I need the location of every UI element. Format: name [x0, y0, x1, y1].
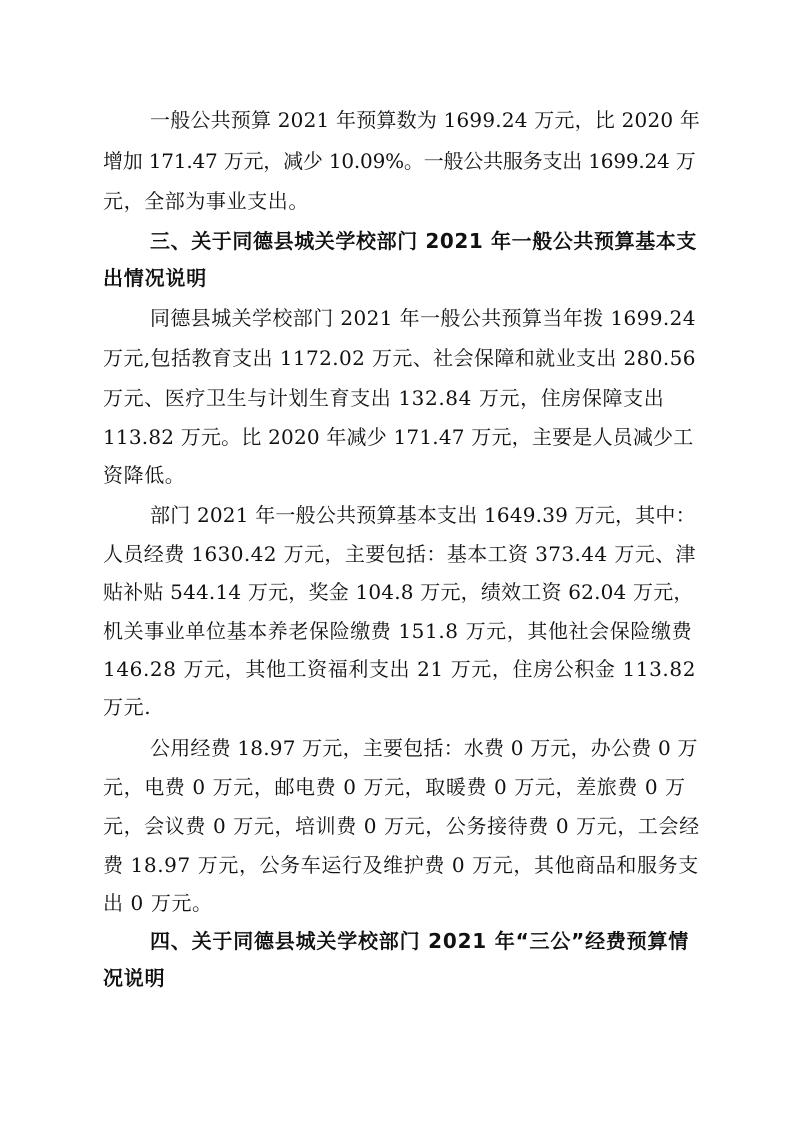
paragraph-line: 公用经费 18.97 万元，主要包括：水费 0 万元，办公费 0 万	[150, 736, 698, 760]
paragraph-line: 机关事业单位基本养老保险缴费 151.8 万元，其他社会保险缴费	[103, 619, 693, 643]
paragraph-line: 万元.	[103, 695, 152, 719]
section-heading-three-cont: 出情况说明	[103, 266, 207, 290]
paragraph-line: 元，电费 0 万元，邮电费 0 万元，取暖费 0 万元，差旅费 0 万	[103, 775, 686, 799]
paragraph-line: 费 18.97 万元，公务车运行及维护费 0 万元，其他商品和服务支	[103, 853, 699, 877]
paragraph-line: 万元,包括教育支出 1172.02 万元、社会保障和就业支出 280.56	[103, 346, 696, 370]
section-heading-three: 三、关于同德县城关学校部门 2021 年一般公共预算基本支	[150, 229, 697, 253]
paragraph-line: 113.82 万元。比 2020 年减少 171.47 万元，主要是人员减少工	[103, 425, 694, 449]
paragraph-line: 资降低。	[103, 463, 186, 487]
paragraph-line: 增加 171.47 万元，减少 10.09%。一般公共服务支出 1699.24 万	[103, 149, 696, 173]
paragraph-line: 同德县城关学校部门 2021 年一般公共预算当年拨 1699.24	[150, 306, 696, 330]
section-heading-four: 四、关于同德县城关学校部门 2021 年“三公”经费预算情	[150, 929, 690, 953]
paragraph-line: 出 0 万元。	[103, 891, 213, 915]
paragraph-line: 146.28 万元，其他工资福利支出 21 万元，住房公积金 113.82	[103, 657, 697, 681]
paragraph-line: 部门 2021 年一般公共预算基本支出 1649.39 万元，其中：	[150, 503, 696, 527]
paragraph-line: 贴补贴 544.14 万元，奖金 104.8 万元，绩效工资 62.04 万元，	[103, 580, 694, 604]
section-heading-four-cont: 况说明	[103, 966, 166, 990]
paragraph-line: 元，会议费 0 万元，培训费 0 万元，公务接待费 0 万元，工会经	[103, 814, 700, 838]
paragraph-line: 一般公共预算 2021 年预算数为 1699.24 万元，比 2020 年	[150, 108, 701, 132]
paragraph-line: 万元、医疗卫生与计划生育支出 132.84 万元，住房保障支出	[103, 386, 665, 410]
paragraph-line: 元，全部为事业支出。	[103, 189, 309, 213]
paragraph-line: 人员经费 1630.42 万元，主要包括：基本工资 373.44 万元、津	[103, 542, 696, 566]
